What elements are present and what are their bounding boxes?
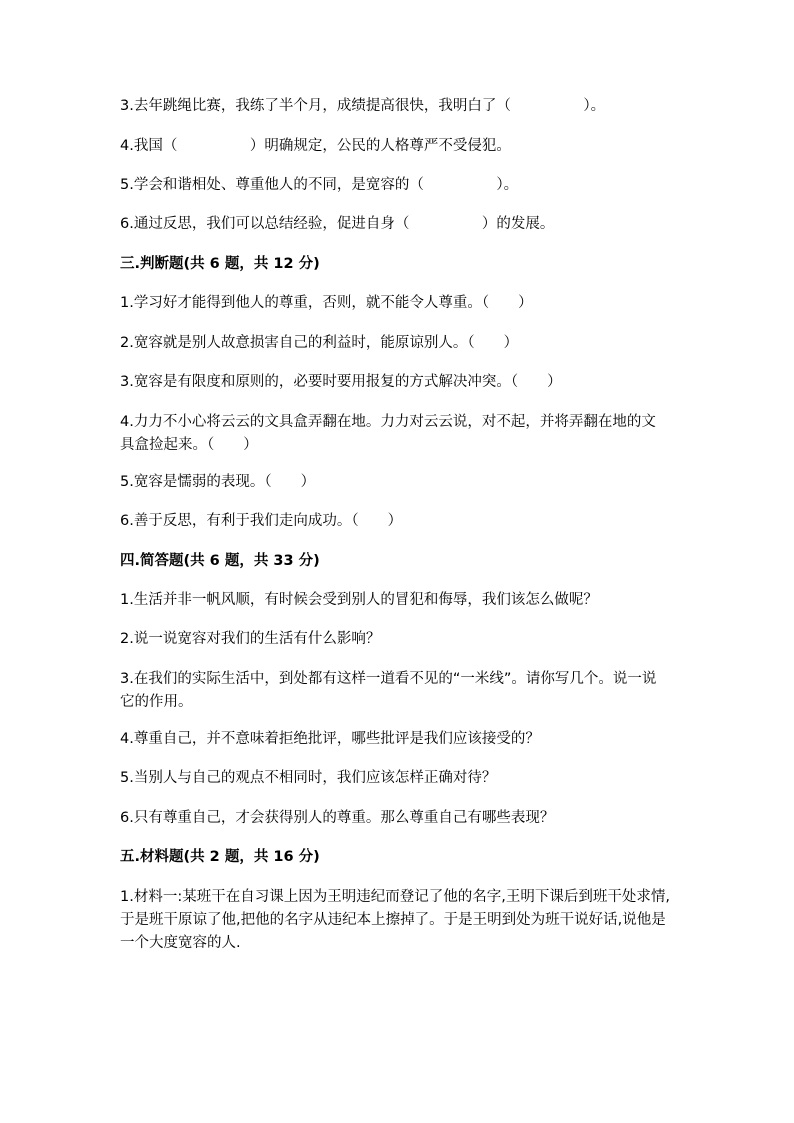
judge-question-3: 3.宽容是有限度和原则的，必要时要用报复的方式解决冲突。（ ） bbox=[120, 374, 562, 390]
section-heading-material: 五.材料题(共 2 题，共 16 分) bbox=[120, 849, 320, 865]
short-question-3: 3.在我们的实际生活中，到处都有这样一道看不见的“一米线”。请你写几个。说一说它的作用。 bbox=[120, 671, 657, 710]
short-question-1: 1.生活并非一帆风顺，有时候会受到别人的冒犯和侮辱，我们该怎么做呢？ bbox=[120, 592, 598, 608]
section-heading-judgement: 三.判断题(共 6 题，共 12 分) bbox=[120, 256, 320, 272]
fill-question-6: 6.通过反思，我们可以总结经验，促进自身（ ）的发展。 bbox=[120, 216, 555, 232]
fill-question-3: 3.去年跳绳比赛，我练了半个月，成绩提高很快，我明白了（ ）。 bbox=[120, 98, 606, 114]
fill-question-5: 5.学会和谐相处、尊重他人的不同，是宽容的（ ）。 bbox=[120, 177, 519, 193]
short-question-2: 2.说一说宽容对我们的生活有什么影响？ bbox=[120, 631, 381, 647]
short-question-6: 6.只有尊重自己，才会获得别人的尊重。那么尊重自己有哪些表现？ bbox=[120, 810, 555, 826]
short-question-5: 5.当别人与自己的观点不相同时，我们应该怎样正确对待？ bbox=[120, 770, 497, 786]
judge-question-1: 1.学习好才能得到他人的尊重，否则，就不能令人尊重。（ ） bbox=[120, 295, 533, 311]
judge-question-4: 4.力力不小心将云云的文具盒弄翻在地。力力对云云说，对不起，并将弄翻在地的文具盒捡起来。（ ） bbox=[120, 414, 656, 453]
judge-question-2: 2.宽容就是别人故意损害自己的利益时，能原谅别人。（ ） bbox=[120, 335, 519, 351]
section-heading-short-answer: 四.简答题(共 6 题，共 33 分) bbox=[120, 553, 320, 569]
fill-question-4: 4.我国（ ）明确规定，公民的人格尊严不受侵犯。 bbox=[120, 138, 511, 154]
judge-question-6: 6.善于反思，有利于我们走向成功。（ ） bbox=[120, 513, 403, 529]
material-question-1: 1.材料一:某班干在自习课上因为王明违纪而登记了他的名字,王明下课后到班干处求情,于是班干原谅了他,把他的名字从违纪本上擦掉了。于是王明到处为班干说好话,说他是一个大度宽容的人. bbox=[120, 889, 670, 951]
short-question-4: 4.尊重自己，并不意味着拒绝批评，哪些批评是我们应该接受的？ bbox=[120, 731, 540, 747]
judge-question-5: 5.宽容是懦弱的表现。（ ） bbox=[120, 474, 316, 490]
